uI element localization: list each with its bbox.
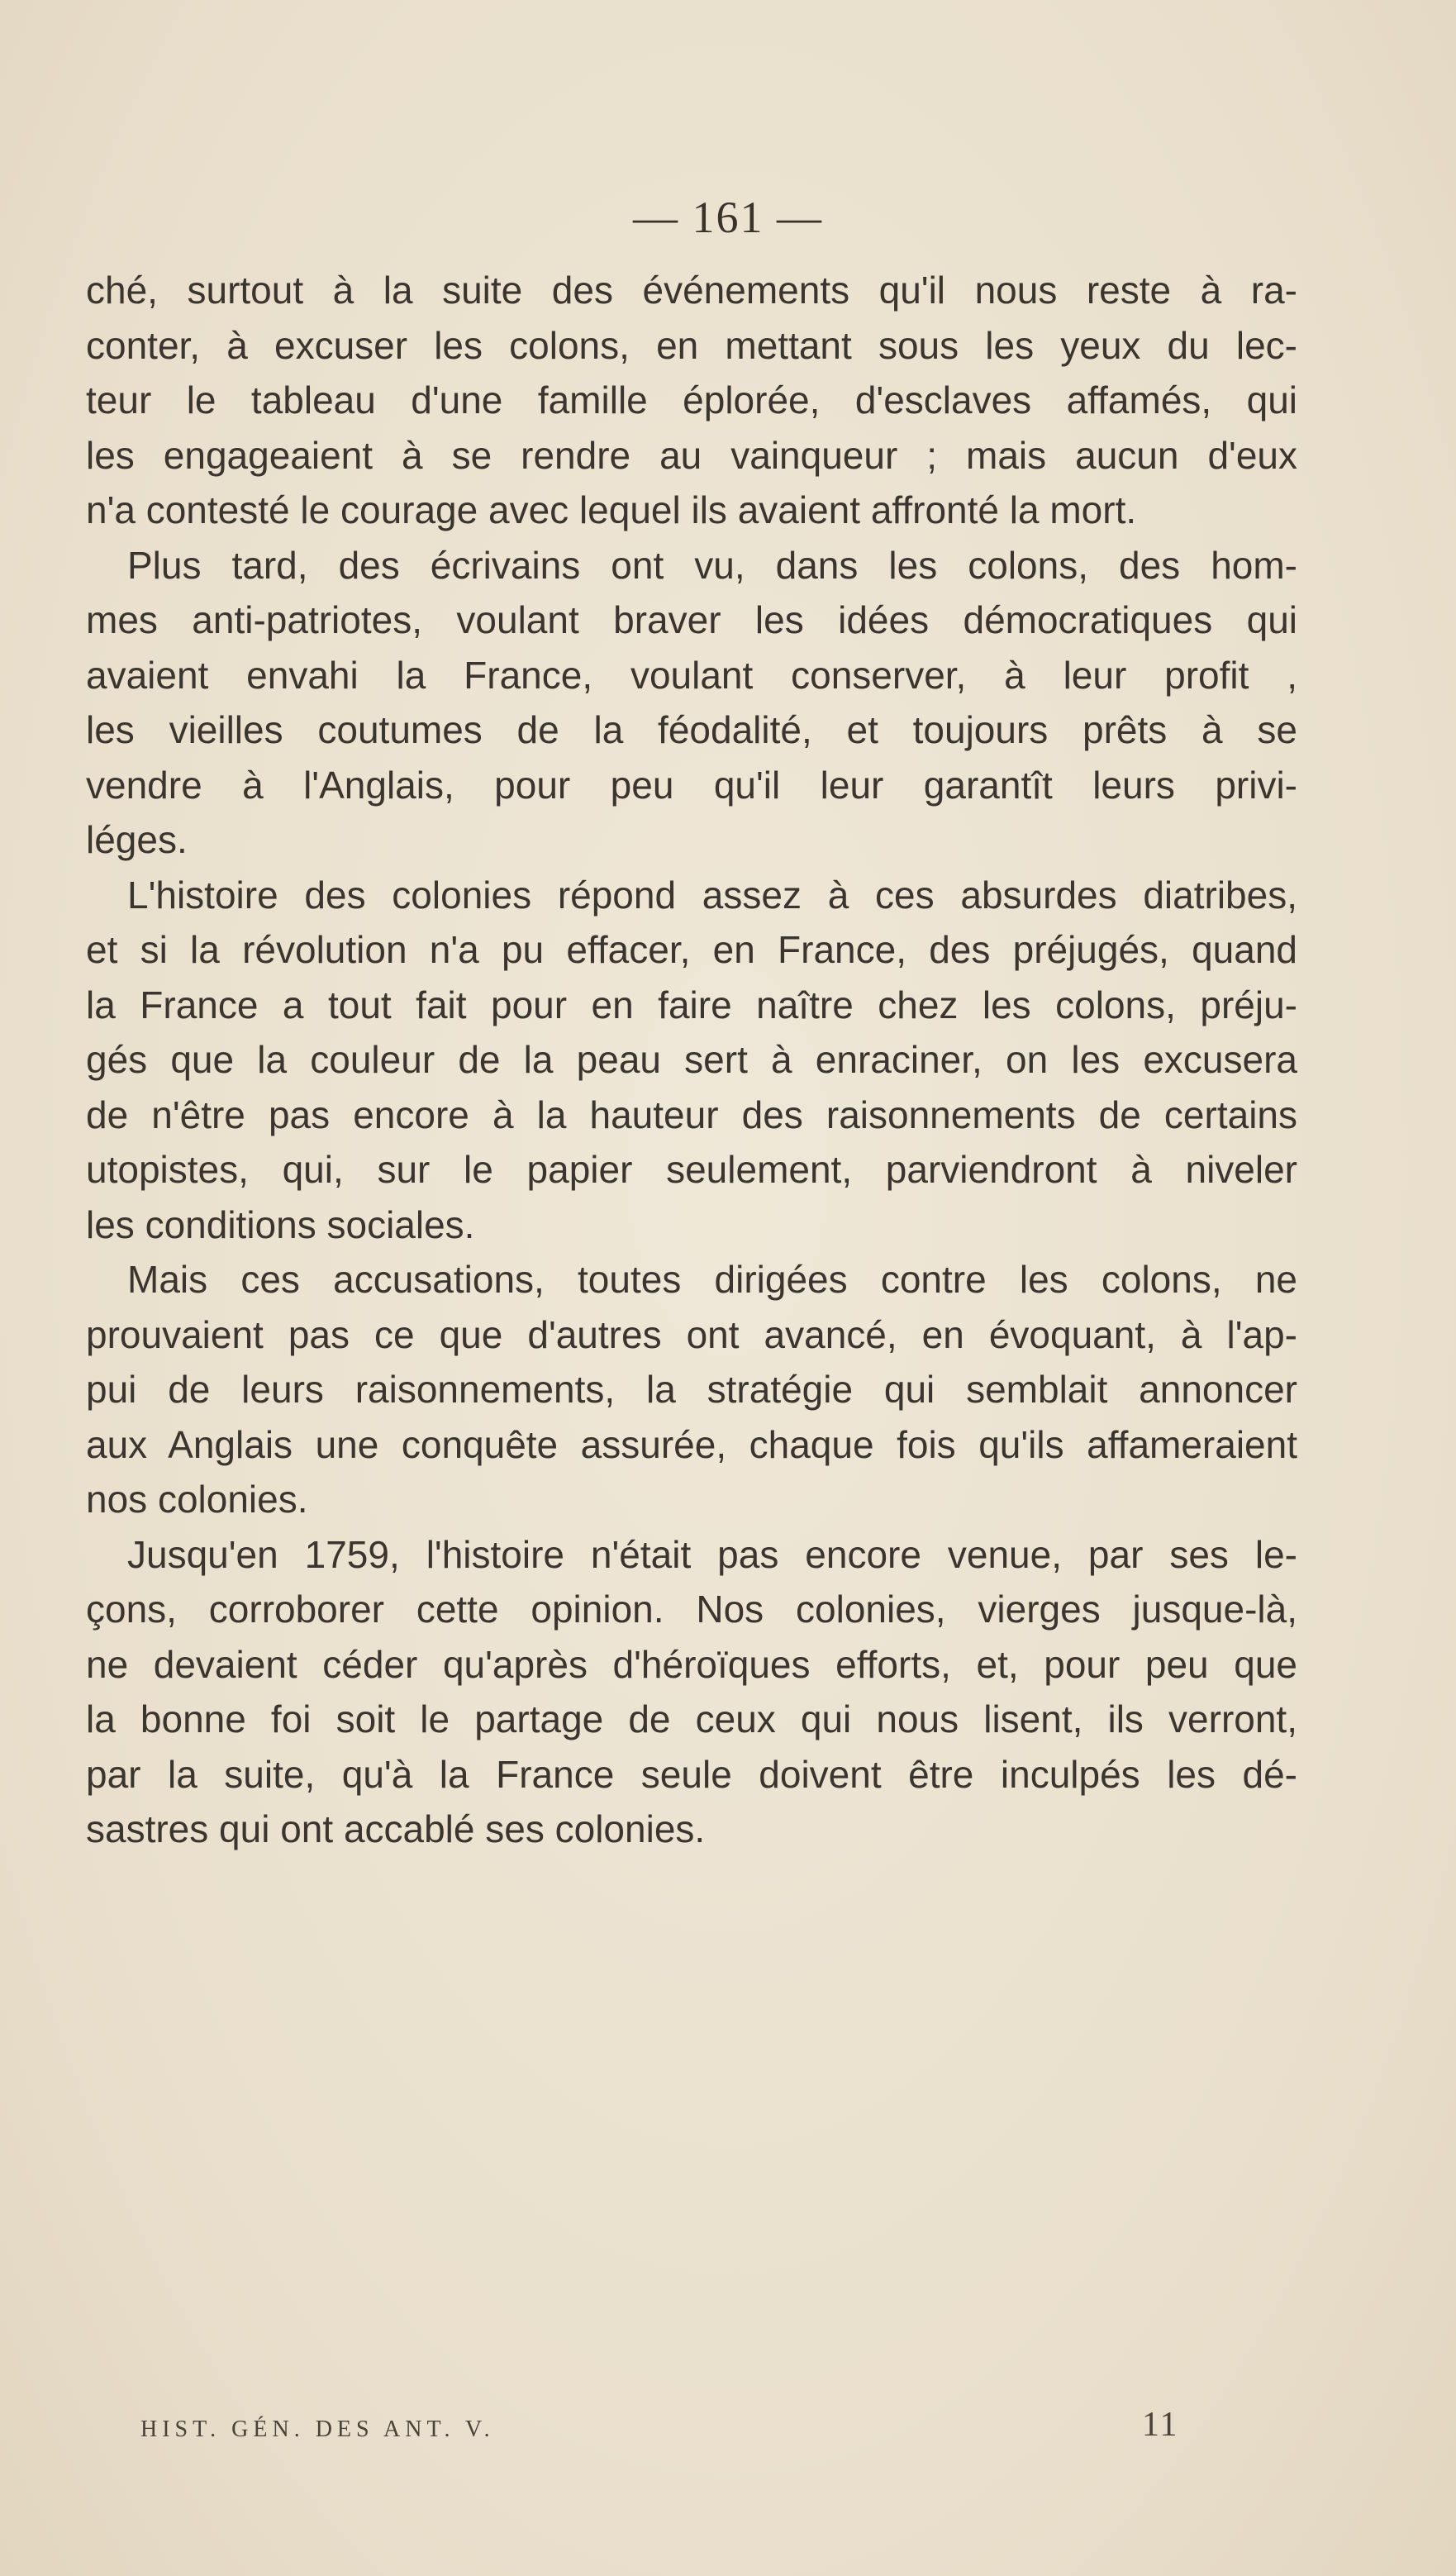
- paragraph: [86, 1252, 1297, 1527]
- text-line: sastres qui ont accablé ses colonies.: [86, 1807, 706, 1850]
- text-line: les vieilles coutumes de la féodalité, et toujours prêts à se: [86, 708, 1297, 751]
- text-line: la France a tout fait pour en faire naître chez les colons, préju-: [86, 983, 1297, 1026]
- text-line: utopistes, qui, sur le papier seulement, parviendront à niveler: [86, 1148, 1297, 1191]
- footer-sheet-number: 11: [1142, 2406, 1179, 2444]
- text-line: vendre à l'Anglais, pour peu qu'il leur garantît leurs privi-: [86, 763, 1297, 807]
- text-line: Mais ces accusations, toutes dirigées contre les colons, ne: [127, 1258, 1297, 1301]
- text-line: pui de leurs raisonnements, la stratégie qui semblait annoncer: [86, 1368, 1297, 1411]
- paragraph: [86, 263, 1297, 538]
- text-line: aux Anglais une conquête assurée, chaque fois qu'ils affameraient: [86, 1422, 1297, 1466]
- text-line: çons, corroborer cette opinion. Nos colonies, vierges jusque-là,: [86, 1588, 1297, 1631]
- text-line: les conditions sociales.: [86, 1202, 475, 1246]
- text-line: L'histoire des colonies répond assez à ces absurdes diatribes,: [127, 873, 1297, 917]
- paragraph: [86, 868, 1297, 1253]
- text-line: Jusqu'en 1759, l'histoire n'était pas encore venue, par ses le-: [127, 1532, 1297, 1576]
- text-line: Plus tard, des écrivains ont vu, dans les colons, des hom-: [127, 543, 1297, 587]
- text-line: et si la révolution n'a pu effacer, en France, des préjugés, quand: [86, 928, 1297, 971]
- text-line: léges.: [86, 818, 188, 861]
- text-line: par la suite, qu'à la France seule doivent être inculpés les dé-: [86, 1752, 1297, 1796]
- text-line: gés que la couleur de la peau sert à enraciner, on les excusera: [86, 1038, 1297, 1081]
- text-line: les engageaient à se rendre au vainqueur ; mais aucun d'eux: [86, 433, 1297, 477]
- text-line: la bonne foi soit le partage de ceux qui nous lisent, ils verront,: [86, 1697, 1297, 1740]
- text-line: conter, à excuser les colons, en mettant sous les yeux du lec-: [86, 323, 1297, 367]
- page-number: — 161 —: [633, 193, 823, 242]
- text-line: mes anti-patriotes, voulant braver les idées démocratiques qui: [86, 598, 1297, 641]
- text-line: teur le tableau d'une famille éplorée, d'esclaves affamés, qui: [86, 379, 1297, 421]
- footer-signature: HIST. GÉN. DES ANT. V.: [140, 2416, 495, 2442]
- body-text: [86, 263, 1297, 1857]
- text-line: de n'être pas encore à la hauteur des raisonnements de certains: [86, 1093, 1297, 1136]
- text-line: ché, surtout à la suite des événements qu'il nous reste à ra-: [86, 269, 1297, 312]
- text-line: avaient envahi la France, voulant conserver, à leur profit ,: [86, 653, 1297, 697]
- text-line: ne devaient céder qu'après d'héroïques efforts, et, pour peu que: [86, 1642, 1297, 1686]
- paragraph: [86, 1527, 1297, 1857]
- text-line: prouvaient pas ce que d'autres ont avancé, en évoquant, à l'ap-: [86, 1312, 1297, 1356]
- paragraph: [86, 538, 1297, 868]
- text-line: n'a contesté le courage avec lequel ils avaient affronté la mort.: [86, 488, 1137, 531]
- text-line: nos colonies.: [86, 1478, 308, 1521]
